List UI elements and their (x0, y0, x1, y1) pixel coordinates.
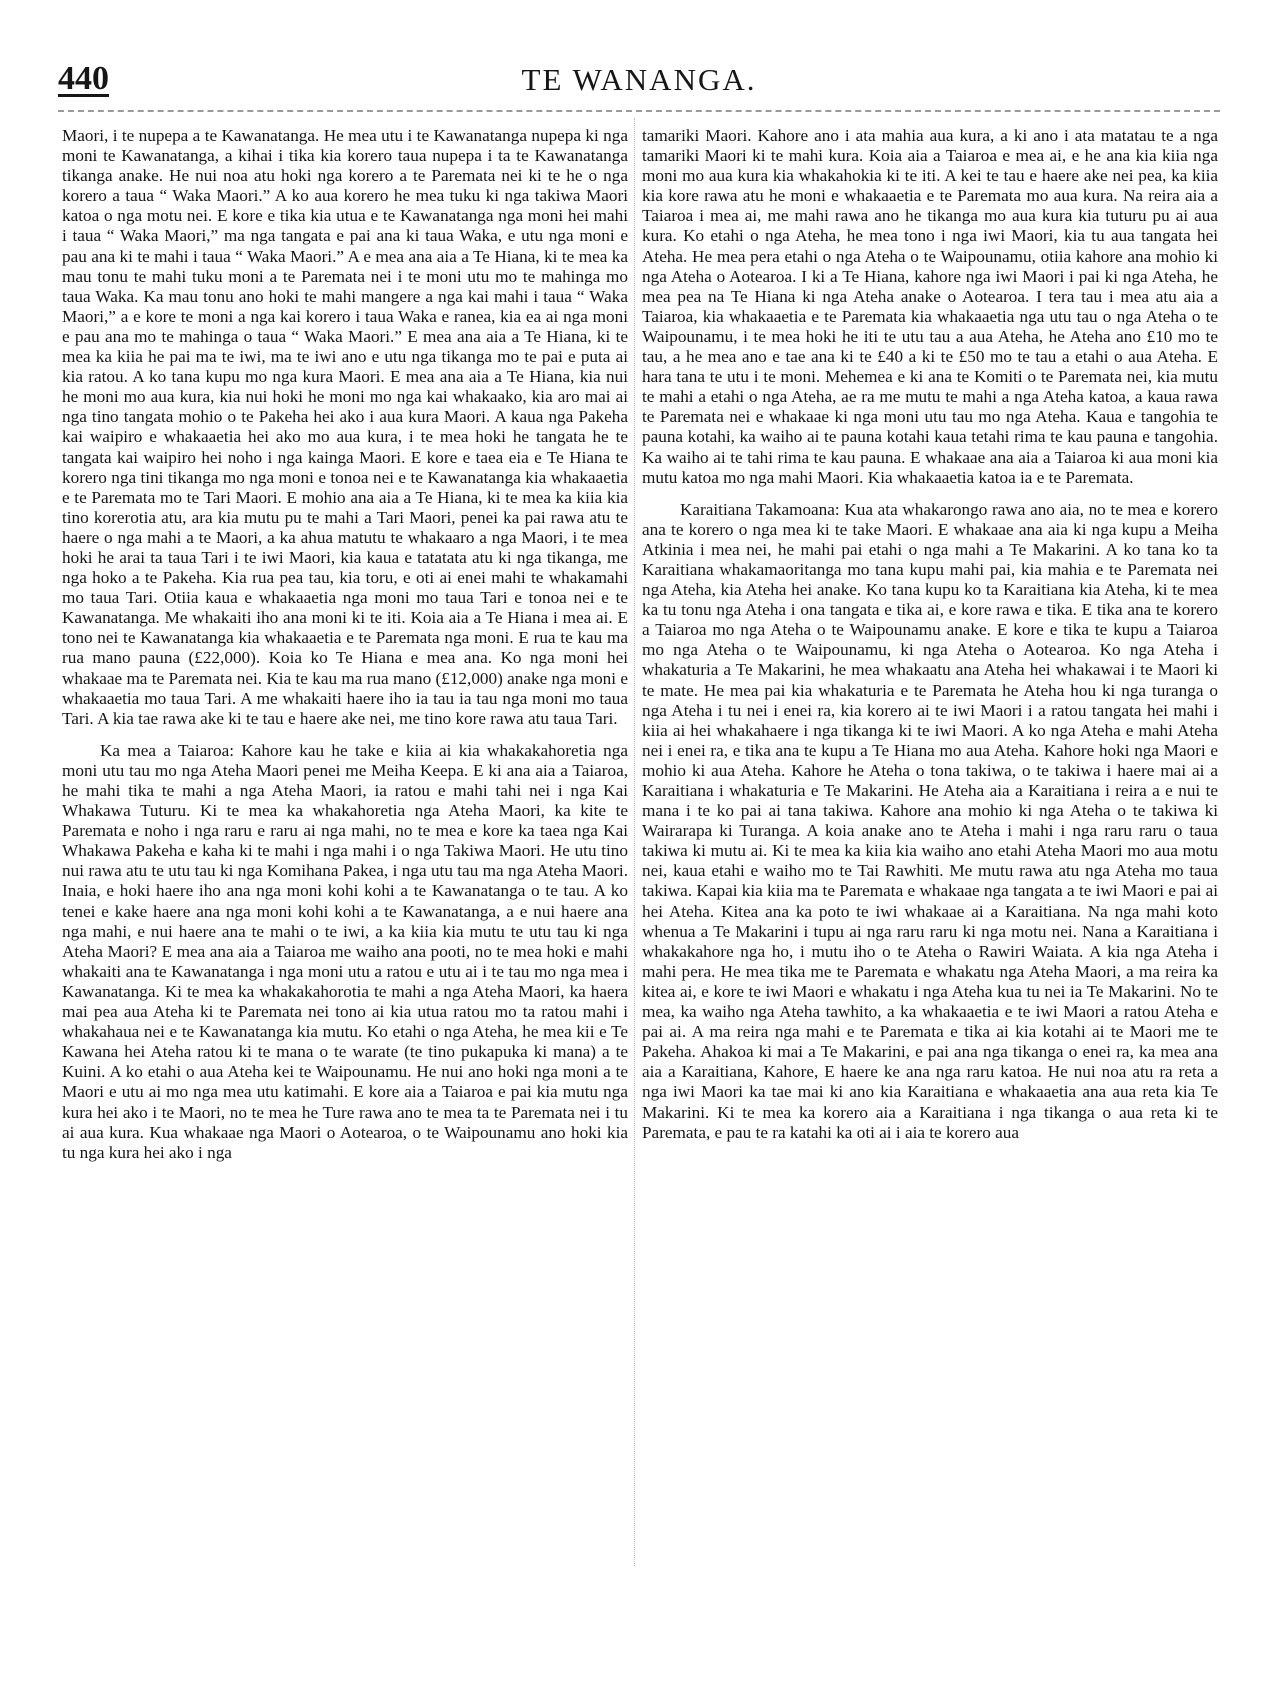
left-column (62, 126, 628, 1163)
page-title: TE WANANGA. (521, 62, 757, 97)
article-paragraph: tamariki Maori. Kahore ano i ata mahia aua kura, a ki ano i ata matatau te a nga tamariki Maori ki te mahi kura. Koia aia a Taiaroa e mea ai, e he ana kia kiia nga moni mo aua kura kia whakahokia ki te iti. A kei te tau e haere ake nei pea, ka kiia kia kore rawa atu he moni e whakaaetia e te Paremata mo aua kura. Na reira aia a Taiaroa i mea ai, me mahi rawa ano he tikanga mo aua kura kia tuturu pu ai aua kura. Ko etahi o nga Ateha, he mea tono i nga iwi Maori, kia tu aua tangata hei Ateha. He mea pera etahi o nga Ateha o te Waipounamu, otiia kahore ana mohio ki nga Ateha o Aotearoa. I ki a Te Hiana, kahore nga iwi Maori i pai ki nga Ateha, he mea pea na Te Hiana ki nga Ateha anake o Aotearoa. I tera tau i mea atu aia a Taiaroa, kia whakaaetia e te Paremata kia whakaaetia nga utu tau o nga Ateha o te Waipounamu, i te mea hoki he iti te utu tau a aua Ateha, he Ateha ano £10 mo te tau, a he mea ano e tae ana ki te £40 a ki te £50 mo te tau a etahi o aua Ateha. E hara tana te utu i te moni. Mehemea e ki ana te Komiti o te Paremata nei, kia mutu te mahi a etahi o nga Ateha, ae ra me mutu te mahi a nga Ateha katoa, a kaua rawa te Paremata nei e whakaae ki nga moni utu tau mo nga Ateha. Kaua e tangohia te pauna kotahi, ka waiho ai te pauna kotahi kaua tetahi rima te kau pauna e tangohia. Ka waiho ai te tahi rima te kau pauna. E whakaae ana aia a Taiaroa ki aua moni kia mutu katoa mo nga mahi Maori. Kia whakaaetia katoa ia e te Paremata. (642, 126, 1218, 487)
page-number: 440 (58, 60, 109, 97)
taiaroa-speech-paragraph: Ka mea a Taiaroa: Kahore kau he take e kiia ai kia whakakahoretia nga moni utu tau mo nga Ateha Maori penei me Meiha Keepa. E ki ana aia a Taiaroa, he mahi tika te mahi a nga Ateha Maori, ia ratou e mahi tahi nei i nga Kai Whakawa Tuturu. Ki te mea ka whakahoretia nga Ateha Maori, ka kite te Paremata e noho i nga raru e raru ai nga mahi, no te mea e kore ka taea nga Kai Whakawa Pakeha e kaha ki te mahi i nga mahi i o nga Takiwa Maori. He utu tino nui rawa atu te utu tau ki nga Komihana Pakea, i nga utu tau ma nga Ateha Maori. Inaia, e hoki haere iho ana nga moni kohi kohi a te Kawanatanga o te tau. A ko tenei e kake haere ana nga moni kohi kohi a te Kawanatanga, a e nui haere ana nga mahi, e nui haere ana te mahi o te iwi, a ka kiia kia mutu te utu tau ki nga Ateha Maori? E mea ana aia a Taiaroa me waiho ana pooti, no te mea hoki e mahi whakaiti ana te Kawanatanga i nga moni utu a ratou e utu ai i te tau mo nga mea i Kawanatanga. Ki te mea ka whakakahorotia te mahi a nga Ateha Maori, ka haera mai pea aua Ateha ki te Paremata nei tono ai kia utua ratou mo ta ratou mahi i whakahaua nei e te Kawanatanga kia mutu. Ko etahi o nga Ateha, he mea kii e Te Kawana hei Ateha ratou ki te mana o te warate (te tino pukapuka ki mana) a te Kuini. A ko etahi o aua Ateha kei te Waipounamu. He nui ano hoki nga moni a te Maori e utu ai mo nga mea utu katimahi. E kore aia a Taiaroa e pai kia mutu nga kura hei ako i te Maori, no te mea he Ture rawa ano te mea ta te Paremata nei i tu ai aua kura. Kua whakaae nga Maori o Aotearoa, o te Waipounamu ano hoki kia tu nga kura hei ako i nga (62, 740, 628, 1162)
karaitiana-speech-paragraph: Karaitiana Takamoana: Kua ata whakarongo rawa ano aia, no te mea e korero ana te korero o nga mea ki te take Maori. E whakaae ana aia ki nga kupu a Meiha Atkinia i mea nei, he mahi pai etahi o nga mahi a Te Makarini. A ko tana ko ta Karaitiana whakamaoritanga mo tana kupu mahi pai, kia mahia e te Paremata nei nga Ateha, kia Ateha hei anake. Ko tana kupu ko ta Karaitiana kia Ateha, ki te mea ka tu tonu nga Ateha i ona tangata e tika ai, e kore rawa e tika. E tika ana te korero a Taiaroa mo nga Ateha o te Waipounamu anake. E kore e tika te kupu a Taiaroa mo nga Ateha o te Waipounamu, ki nga Ateha o Aotearoa. Ko nga Ateha i whakaturia a Te Makarini, he mea whakaatu ana Ateha hei whakawai i te Maori ki te mate. He mea pai kia whakaturia e te Paremata he Ateha hou ki nga turanga o nga Ateha i tu nei i enei ra, kia korero ai te iwi Maori i a ratou tangata hei mahi i kiia ai hei whakahaere i nga tikanga ki te iwi Maori. A ko nga Ateha e mahi Ateha nei i enei ra, e tika ana te kupu a Te Hiana mo aua Ateha. Kahore hoki nga Maori e mohio ki aua Ateha. Kahore he Ateha o tona takiwa, o te takiwa i haere mai ai a Karaitiana i whakaturia e Te Makarini. He Ateha aia a Karaitiana i reira a e nui te mana i te ko pai ai tana takiwa. Kahore ana mohio ki nga Ateha o te takiwa ki Wairarapa ki Turanga. A koia anake ano te Ateha i mahi i nga raru raru o taua takiwa ki mutu ai. Ki te mea ka kiia kia waiho ano etahi Ateha Maori mo aua motu nei, kaua etahi e waiho mo te Tai Rawhiti. Me mutu rawa atu nga Ateha mo taua takiwa. Kapai kia kiia ma te Paremata e whakaae nga tangata a te iwi Maori e pai ai hei Ateha. Kitea ana ka poto te iwi whakaae ai a Karaitiana. Na nga mahi koto whenua a Te Makarini i tupu ai nga raru raru ki nga motu nei. Nana a Karaitiana i whakakahore nga ho, i mutu iho o te Ateha o Rawiri Waiata. A kia nga Ateha i mahi pera. He mea tika me te Paremata e whakatu nga Ateha Maori, a ma reira ka kitea ai, e kore te iwi Maori e whakatu i nga Ateha kua tu nei ia Te Makarini. No te mea, ka waiho nga Ateha tawhito, a ka whakaaetia e te iwi Maori a ratou Ateha e pai ai. A ma reira nga mahi e te Paremata e tika ai kia kotahi ai te Maori me te Pakeha. Ahakoa ki mai a Te Makarini, e pai ana nga tikanga o enei ra, ka mea ana aia a Karaitiana, Kahore, E haere ke ana nga raru katoa. He nui noa atu ra reta a nga iwi Maori ka tae mai ki ano kia Karaitiana e whakaaetia ana aua reta kia Te Makarini. Ki te mea ka korero aia a Karaitiana i nga tikanga o aua reta ki te Paremata, e pau te ra katahi ka oti ai i aia te korero aua (642, 499, 1218, 1142)
page-header (58, 54, 1220, 100)
header-rule (58, 110, 1220, 112)
right-column (642, 126, 1218, 1143)
column-divider (634, 118, 635, 1566)
article-paragraph: Maori, i te nupepa a te Kawanatanga. He mea utu i te Kawanatanga nupepa ki nga moni te Kawanatanga, a kihai i tika kia korero taua nupepa i ta te Kawanatanga tikanga anake. He nui noa atu hoki nga korero a te Paremata nei ki te he o nga korero a taua “ Waka Maori.” A ko aua korero he mea tuku ki nga takiwa Maori katoa o nga motu nei. E kore e tika kia utua e te Kawanatanga nga moni hei mahi i taua “ Waka Maori,” ma nga tangata e pai ana ki taua Waka, e utu nga moni e pau ana ki te mahi i taua “ Waka Maori.” A e mea ana aia a Te Hiana, ki te mea ka mau tonu te mahi tuku moni a te Paremata nei i te moni utu mo te mahinga mo taua Waka. Ka mau tonu ano hoki te mahi mangere a nga kai mahi i taua “ Waka Maori,” a e kore te moni a nga kai korero i taua Waka e ranea, kia ea ai nga moni e pau ana mo te mahinga o taua “ Waka Maori.” E mea ana aia a Te Hiana, ki te mea ka kiia he pai ma te iwi, ma te iwi ano e utu nga tikanga mo te pai e puta ai kia ratou. A ko tana kupu mo nga kura Maori. E mea ana aia a Te Hiana, kia nui he moni mo aua kura, kia nui hoki he moni mo nga kai whakaako, kia aro mai ai nga tino tangata mohio o te Pakeha hei ako i aua kura Maori. A kaua nga Pakeha kai waipiro e whakaaetia hei ako mo aua kura, i te mea hoki he tangata he te tangata kai waipiro hei noho i nga kainga Maori. E kore e taea eia e Te Hiana te korero nga tini tikanga mo nga moni e tonoa nei e te Kawanatanga kia whakaaetia e te Paremata mo te Tari Maori. E mohio ana aia a Te Hiana, ki te mea ka kiia kia tino korerotia atu, ara kia mutu pu te mahi a Tari Maori, penei ka pai rawa atu te haere o nga mahi a te Maori, a ka ahua matutu te whakaaro a nga Maori, i te mea hoki he arai ta taua Tari i te iwi Maori, kia kaua e tatatata atu ki nga tikanga, me nga hoko a te Pakeha. Kia rua pea tau, kia toru, e oti ai enei mahi te whakamahi mo taua Tari. Otiia kaua e whakaaetia nga moni mo taua Tari e tonoa nei e te Kawanatanga. Me whakaiti iho ana moni ki te iti. Koia aia a Te Hiana i mea ai. E tono nei te Kawanatanga kia whakaaetia e te Paremata nga moni. E rua te kau ma rua mano pauna (£22,000). Koia ko Te Hiana e mea ana. Ko nga moni hei whakaae ma te Paremata nei. Kia te kau ma rua mano (£12,000) anake nga moni e whakaaetia mo taua Tari. A me whakaiti haere iho ia tau ia tau nga moni mo taua Tari. A kia tae rawa ake ki te tau e haere ake nei, me tino kore rawa atu taua Tari. (62, 126, 628, 728)
